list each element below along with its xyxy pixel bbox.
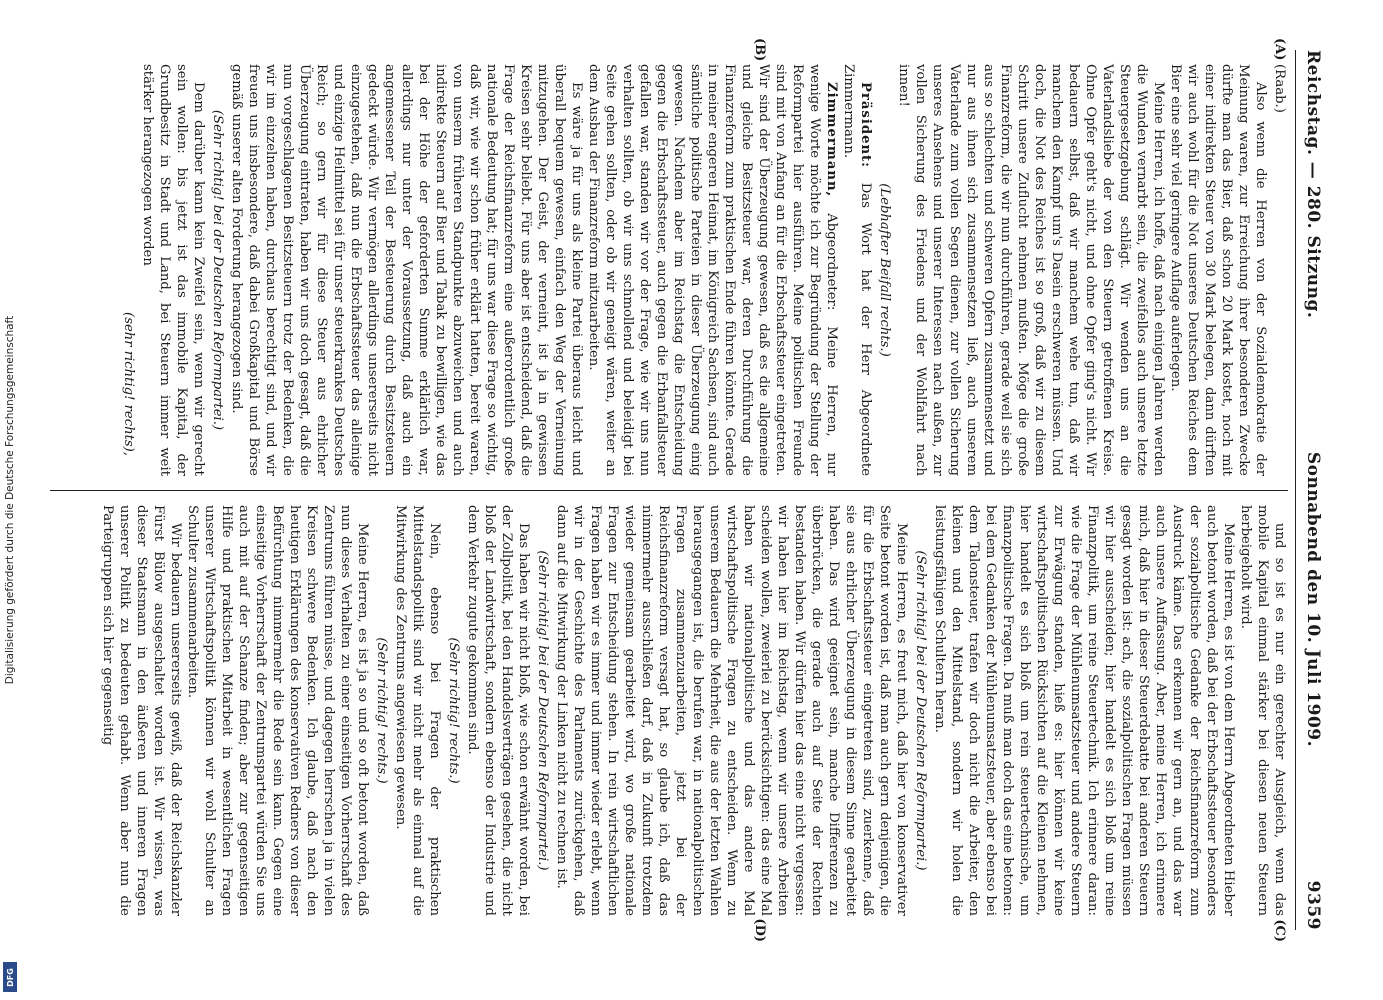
paragraph: Meine Herren, es ist ja so und so oft betont worden, daß nun dieses Verhalten zu einer einseitigen Vorherrschaft des Zentrums führen müsse, und dagegen herrschen ja in vielen Kreisen schwere Bedenken. Ich glaube, daß nach den heutigen Erklärungen des konservativen Redners von dieser Befürchtung nimmermehr die Rede sein kann. Gegen eine einseitige Vorherrschaft der Zentrumspartei würden Sie uns auch mit auf der Schanze finden; aber zur gegenseitigen Hilfe und praktischen Mitarbeit in wesentlichen Fragen unserer Wirtschaftspolitik können wir wohl Schulter an Schulter zusammenarbeiten. bbox=[185, 505, 370, 916]
dfg-logo-text: DFG bbox=[5, 967, 15, 987]
paragraph: Wir bedauern unsererseits gewiß, daß der Reichskanzler Fürst Bülow ausgeschaltet worden ist. Wir wissen, was dieser Staatsmann in den äußeren und inneren Fragen unserer Politik zu bedeuten gehabt. Wenn aber nun die Parteigruppen sich hier gegenseitig bbox=[100, 505, 183, 916]
president-line bbox=[840, 64, 874, 476]
audience-cue: (Sehr richtig! bei der Deutschen Reformpartei.) bbox=[535, 550, 550, 871]
dfg-logo bbox=[3, 962, 17, 992]
speaker-note: (Raab.) bbox=[1272, 64, 1287, 113]
speaker-text: Abgeordneter: Meine Herren, nur wenige Worte möchte ich zur Begründung der Stellung der Reformpartei hier ausführen. Meine politischen Freunde sind mit von Anfang an für die Erbschaftssteuer eingetreten. Wir sind der Überzeugung gewesen, daß es die allgemeine und gleiche Besitzsteuer war, deren Durchführung die Finanzreform zum praktischen Ende führen könnte. Gerade in meiner engeren Heimat, im Königreich Sachsen, sind auch sämtliche politische Parteien in dieser Überzeugung einig gewesen. Nachdem aber im Reichstag die Entscheidung gegen die Erbschaftssteuer, auch gegen die Erbanfallsteuer gefallen war, standen wir vor der Frage, wie wir uns nun verhalten sollten, ob wir uns schmollend und beleidigt bei Seite gehen sollten, oder ob wir geneigt wären, weiter an dem Ausbau der Finanzreform mitzuarbeiten. bbox=[586, 64, 839, 476]
audience-cue: (Sehr richtig! bei der Deutschen Reformpartei.) bbox=[913, 550, 928, 871]
digitization-credit bbox=[0, 0, 20, 1000]
paragraph: Nein, ebenso bei Fragen der praktischen Mittelstandspolitik sind wir nicht mehr als einmal auf die Mitwirkung des Zentrums angewiesen gewesen. bbox=[393, 505, 442, 916]
right-column bbox=[50, 490, 1288, 942]
audience-cue: (Lebhafter Beifall rechts.) bbox=[877, 183, 892, 357]
audience-cue: (Sehr richtig! rechts.) bbox=[446, 637, 461, 784]
page-header bbox=[1295, 50, 1330, 930]
paragraph: Meine Herren, es ist von dem Herrn Abgeordneten Hieber auch betont worden, daß bei der Erbschaftssteuer besonders der sozialpolitische Gedanke der Reichsfinanzreform zum Ausdruck käme. Das erkennen wir gern an, und das war auch unsere Auffassung. Aber, meine Herren, ich erinnere mich, daß hier in dieser Steuerdebatte bei anderen Steuern gesagt worden ist: ach, die sozialpolitischen Fragen müssen wir hier ausscheiden; hier handelt es sich bloß um reine Finanzpolitik, um reine Steuertechnik. Ich erinnere daran: wie die Frage der Mühlenumsatzsteuer und andere Steuern zur Erwägung standen, hieß es: hier können wir keine wirtschaftspolitischen Rücksichten auf die Kleinen nehmen, hier handelt es sich bloß um rein steuertechnische, um finanzpolitische Fragen. Da muß man doch das eine betonen: bei dem Gedanken der Mühlenumsatzsteuer, aber ebenso bei dem Talonsteuer, trafen wir doch nicht die Arbeiter, den kleinen und den Mittelstand, sondern wir holen die leistungsfähigen Schultern heran. bbox=[932, 505, 1236, 916]
header-date: Sonnabend den 10. Juli 1909. bbox=[1303, 451, 1324, 748]
margin-marker-c: (C) bbox=[1272, 919, 1287, 942]
speaker-paragraph bbox=[585, 64, 840, 476]
audience-cue: (Sehr richtig! bei der Deutschen Reformpartei.) bbox=[210, 109, 225, 431]
text-columns bbox=[50, 38, 1288, 942]
paragraph: Dem darüber kann kein Zweifel sein, wenn wir gerecht sein wollen: bis jetzt ist das immobile Kapital, der Grundbesitz in Stadt und Land, bei Steuern immer weit stärker herangezogen worden bbox=[140, 64, 206, 476]
page-number: 9359 bbox=[1303, 880, 1324, 930]
newspaper-page bbox=[50, 38, 1330, 942]
paragraph: Meine Herren, ich hoffe, daß nach einigen Jahren werden die Wunden vernarbt sein, die zweifellos auch unsere letzte Steuergesetzgebung schlägt. Wir wenden uns an die Vaterlandsliebe der von den Steuern getroffenen Kreise. Ohne Opfer geht's nicht, und ohne Opfer ging's nicht. Wir bedauern selbst, daß wir manchem wehe tun, daß wir manchem den Kampf um's Dasein erschweren müssen. Und doch, die Not des Reiches ist so groß, daß wir zu diesem Schritt unsere Zuflucht nehmen mußten. Möge die große Finanzreform, die wir nun durchführen, gerade weil sie sich aus so schlechten und schweren Opfern zusammensetzt und nur aus ihnen sich zusammensetzen ließ, auch unserem Vaterlande zum vollen Segen dienen, zur vollen Sicherung unseres Ansehens und unserer Interessen nach außen, zur vollen Sicherung des Friedens und der Wohlfahrt nach innen! bbox=[896, 64, 1166, 476]
header-left: Reichstag. — 280. Sitzung. bbox=[1303, 50, 1324, 319]
president-text: Das Wort hat der Herr Abgeordnete Zimmermann. bbox=[841, 64, 873, 476]
margin-marker-a: (A) bbox=[1272, 38, 1287, 61]
paragraph: Es wäre ja für uns als kleine Partei überaus leicht und überall bequem gewesen, einfach den Weg der Verneinung mitzugehen. Der Geist, der verneint, ist ja in gewissen Kreisen sehr beliebt. Für uns aber ist entscheidend, daß die Frage der Reichsfinanzreform eine außerordentlich große nationale Bedeutung hat; für uns war diese Frage so wichtig, daß wir, wie wir schon früher erklärt hatten, bereit waren, von unserm früheren Standpunkte abzuweichen und auch indirekte Steuern auf Bier und Tabak zu bewilligen, wie das bei der Höhe der geforderten Summe erklärlich war, allerdings nur unter der Voraussetzung, daß auch ein angemessener Teil der Besteuerung durch Besitzsteuern gedeckt würde. Wir vermögen allerdings unsererseits nicht einzugestehen, daß nun die Erbschaftssteuer das alleinige und einzige Heilmittel sei für unser steuerkrankes Deutsches Reich; so gern wir für diese Steuer aus ehrlicher Überzeugung eintraten, haben wir uns doch gesagt, daß die nun vorgeschlagenen Besitzsteuern trotz der Bedenken, die wir im einzelnen haben, durchaus berechtigt sind, und wir freuen uns insbesondere, daß dabei Großkapital und Börse gemäß unserer alten Forderung herangezogen sind. bbox=[229, 64, 584, 476]
speaker-name: Zimmermann, bbox=[824, 82, 839, 198]
left-column bbox=[50, 38, 1288, 490]
margin-marker-b: (B) bbox=[752, 38, 767, 62]
margin-marker-d: (D) bbox=[752, 918, 767, 942]
scanned-page-area bbox=[40, 40, 1340, 940]
paragraph: und so ist es nur ein gerechter Ausgleich, wenn das mobile Kapital einmal stärker bei diesen neuen Steuern herbeigeholt wird. bbox=[1238, 505, 1287, 916]
paragraph: Also wenn die Herren von der Sozialdemokratie der Meinung waren, zur Erreichung ihrer besonderen Zwecke dürfte man das Bier, daß schon 20 Mark kostet, noch mit einer indirekten Steuer von 30 Mark belegen, dann dürften wir auch wohl für die Not unseres Deutschen Reiches dem Bier eine sehr viel geringere Auflage auferlegen. bbox=[1168, 64, 1268, 476]
audience-cue: (Sehr richtig! rechts.) bbox=[374, 637, 389, 784]
paragraph: Meine Herren, es freut mich, daß hier von konservativer Seite betont worden ist, daß man auch gern denjenigen, die für die Erbschaftssteuer eingetreten sind, zuerkenne, daß sie aus ehrlicher Überzeugung in diesem Sinne gearbeitet haben. Das wird geeignet sein, manche Differenzen zu überbrücken, die gerade auch auf Seite der Rechten bestanden haben. Wir dürfen hier das eine nicht vergessen: wir haben hier im Reichstag, wenn wir unsere Arbeiten scheiden wollen, zweierlei zu berücksichtigen: das eine Mal haben wir nationalpolitische und das andere Mal wirtschaftspolitische Fragen zu entscheiden. Wenn zu unserem Bedauern die Mehrheit, die aus der letzten Wahlen herausgegangen ist, die berufen war, in nationalpolitischen Fragen zusammenzuarbeiten, jetzt bei der Reichsfinanzreform versagt hat, so glaube ich, daß das nimmermehr ausschließen darf, daß in Zukunft trotzdem wieder gemeinsam gearbeitet wird, wo große nationale Fragen zur Entscheidung stehen. In rein wirtschaftlichen Fragen haben wir es immer und immer wieder erlebt, wenn wir in der Geschichte des Parlaments zurückgehen, daß dann auf die Mitwirkung der Linken nicht zu rechnen ist. bbox=[554, 505, 909, 916]
credit-text: Digitalisierung gefördert durch die Deutsche Forschungsgemeinschaft bbox=[4, 315, 16, 685]
audience-cue: (sehr richtig! rechts), bbox=[121, 312, 136, 456]
president-speaker: Präsident: bbox=[858, 82, 873, 169]
paragraph: Das haben wir nicht bloß, wie schon erwähnt worden, bei der Zollpolitik, bei den Handelsverträgen gesehen, die nicht bloß der Landwirtschaft, sondern ebenso der Industrie und dem Verkehr zugute gekommen sind. bbox=[465, 505, 531, 916]
